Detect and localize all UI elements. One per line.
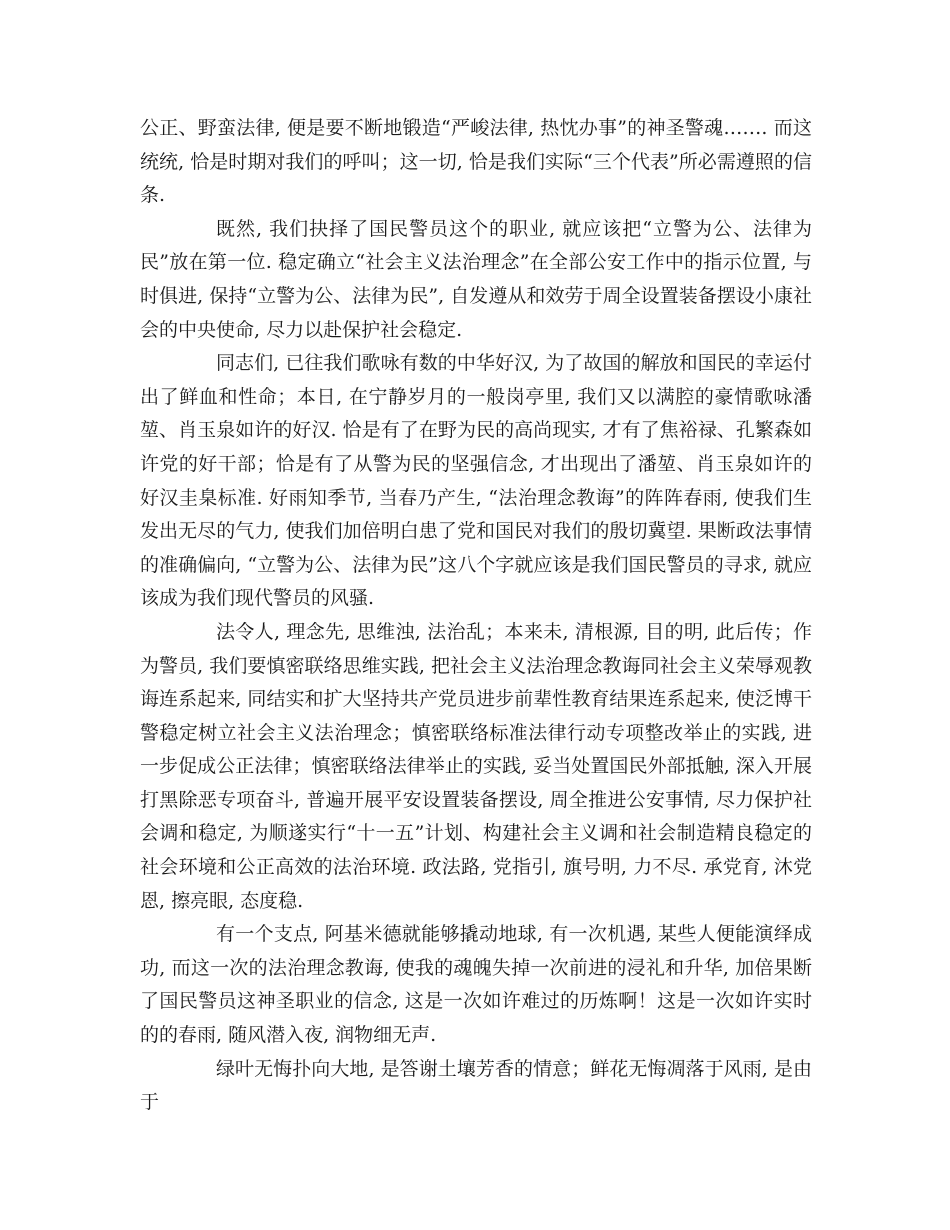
paragraph: 既然, 我们抉择了国民警员这个的职业, 就应该把“立警为公、法律为民”放在第一位. 稳定确立“社会主义法治理念”在全部公安工作中的指示位置, 与时俱进, 保持“立警为公、法律为民”, 自发遵从和效劳于周全设置装备摆设小康社会的中央使命, 尽力以赴保护社会稳定. [140, 217, 812, 341]
paragraph-continued: 公正、野蛮法律, 便是要不断地锻造“严峻法律, 热忱办事”的神圣警魂……. 而这统统, 恰是时期对我们的呼叫；这一切, 恰是我们实际“三个代表”所必需遵照的信条. [140, 117, 812, 207]
paragraph: 同志们, 已往我们歌咏有数的中华好汉, 为了故国的解放和国民的幸运付出了鲜血和性命；本日, 在宁静岁月的一般岗亭里, 我们又以满腔的豪情歌咏潘堃、肖玉泉如许的好汉. 恰是有了在野为民的高尚现实, 才有了焦裕禄、孔繁森如许党的好干部；恰是有了从警为民的坚强信念, 才出现出了潘堃、肖玉泉如许的好汉圭臬标准. 好雨知季节, 当春乃产生, “法治理念教诲”的阵阵春雨, 使我们生发出无尽的气力, 使我们加倍明白患了党和国民对我们的殷切冀望. 果断政法事情的准确偏向, “立警为公、法律为民”这八个字就应该是我们国民警员的寻求, 就应该成为我们现代警员的风骚. [140, 352, 812, 610]
document-body [140, 112, 812, 1120]
paragraph: 法令人, 理念先, 思维浊, 法治乱；本来未, 清根源, 目的明, 此后传；作为警员, 我们要慎密联络思维实践, 把社会主义法治理念教诲同社会主义荣辱观教诲连系起来, 同结实和扩大坚持共产党员进步前辈性教育结果连系起来, 使泛博干警稳定树立社会主义法治理念；慎密联络标准法律行动专项整改举止的实践, 进一步促成公正法律；慎密联络法律举止的实践, 妥当处置国民外部抵触, 深入开展打黑除恶专项奋斗, 普遍开展平安设置装备摆设, 周全推进公安事情, 尽力保护社会调和稳定, 为顺遂实行“十一五”计划、构建社会主义调和社会制造精良稳定的社会环境和公正高效的法治环境. 政法路, 党指引, 旗号明, 力不尽. 承党育, 沐党恩, 擦亮眼, 态度稳. [140, 620, 812, 912]
paragraph-truncated: 绿叶无悔扑向大地, 是答谢土壤芳香的情意；鲜花无悔凋落于风雨, 是由于 [140, 1057, 812, 1114]
paragraph: 有一个支点, 阿基米德就能够撬动地球, 有一次机遇, 某些人便能演绎成功, 而这一次的法治理念教诲, 使我的魂魄失掉一次前进的浸礼和升华, 加倍果断了国民警员这神圣职业的信念, 这是一次如许难过的历炼啊！这是一次如许实时的的春雨, 随风潜入夜, 润物细无声. [140, 923, 812, 1047]
